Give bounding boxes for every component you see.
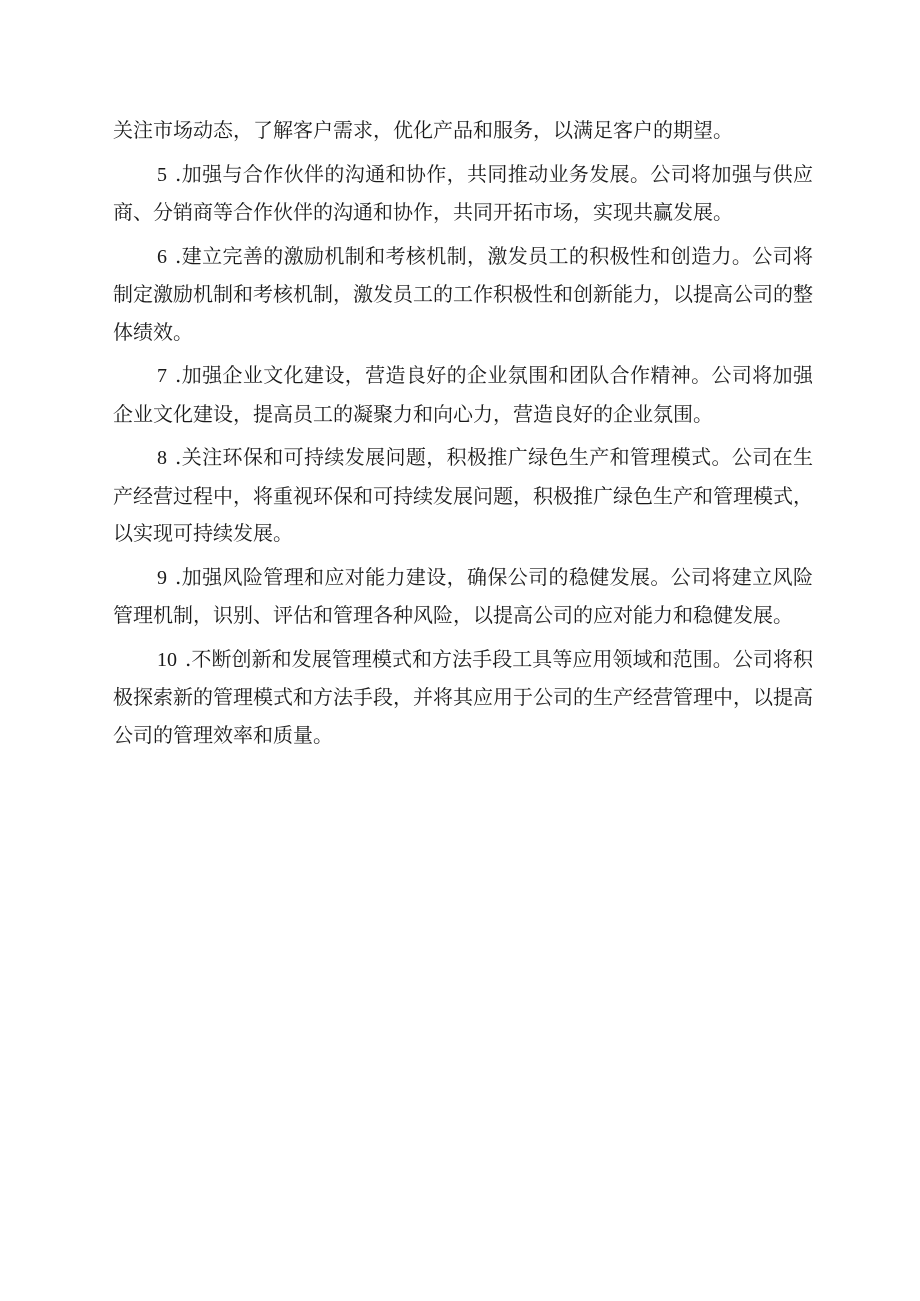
paragraph-text: .加强企业文化建设，营造良好的企业氛围和团队合作精神。公司将加强企业文化建设，提高员工的凝聚力和向心力，营造良好的企业氛围。 [113, 363, 813, 426]
list-item-10 [113, 641, 813, 755]
list-item-5 [113, 156, 813, 232]
list-number: 6 [157, 245, 167, 268]
list-number: 8 [157, 447, 167, 469]
paragraph-text: 关注市场动态，了解客户需求，优化产品和服务，以满足客户的期望。 [113, 118, 733, 142]
paragraph-continuation [113, 112, 813, 150]
list-number: 5 [157, 163, 167, 186]
list-item-9 [113, 559, 813, 635]
paragraph-text: .加强风险管理和应对能力建设，确保公司的稳健发展。公司将建立风险管理机制，识别、评估和管理各种风险，以提高公司的应对能力和稳健发展。 [113, 564, 813, 627]
list-number: 9 [157, 566, 167, 589]
list-number: 7 [157, 365, 167, 387]
paragraph-text: .加强与合作伙伴的沟通和协作，共同推动业务发展。公司将加强与供应商、分销商等合作伙伴的沟通和协作，共同开拓市场，实现共赢发展。 [113, 161, 813, 224]
list-number: 10 [157, 648, 177, 671]
paragraph-text: .不断创新和发展管理模式和方法手段工具等应用领域和范围。公司将积极探索新的管理模式和方法手段，并将其应用于公司的生产经营管理中，以提高公司的管理效率和质量。 [113, 646, 813, 747]
paragraph-text: .建立完善的激励机制和考核机制，激发员工的积极性和创造力。公司将制定激励机制和考核机制，激发员工的工作积极性和创新能力，以提高公司的整体绩效。 [113, 243, 813, 344]
paragraph-text: .关注环保和可持续发展问题，积极推广绿色生产和管理模式。公司在生产经营过程中，将重视环保和可持续发展问题，积极推广绿色生产和管理模式，以实现可持续发展。 [113, 445, 813, 545]
document-page [113, 112, 813, 754]
list-item-8 [113, 439, 813, 553]
list-item-7 [113, 357, 813, 433]
list-item-6 [113, 238, 813, 352]
